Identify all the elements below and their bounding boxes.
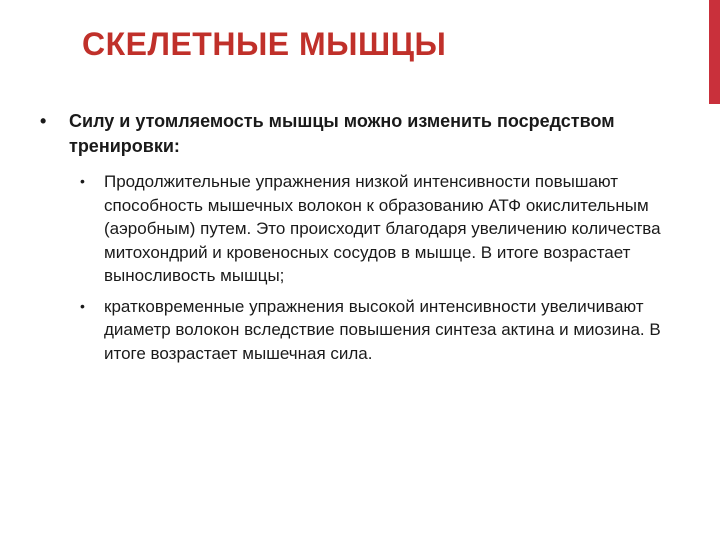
sub-bullet-text: кратковременные упражнения высокой интенсивности увеличивают диаметр волокон вследствие повышения синтеза актина и миозина. В итоге возрастает мышечная сила. <box>104 296 661 363</box>
bullet-marker: • <box>40 111 47 131</box>
bullet-marker: • <box>80 173 85 189</box>
sub-bullet-strength <box>80 295 680 366</box>
sub-bullet-text: Продолжительные упражнения низкой интенсивности повышают способность мышечных волокон к образованию АТФ окислительным (аэробным) путем. Это происходит благодаря увеличению количества митохондрий и кровеносных сосудов в мышце. В итоге возрастает выносливость мышцы; <box>104 172 661 285</box>
main-bullet <box>40 109 700 159</box>
main-bullet-text: Силу и утомляемость мышцы можно изменить посредством тренировки: <box>69 111 615 156</box>
accent-bar <box>709 0 720 104</box>
slide-title: СКЕЛЕТНЫЕ МЫШЦЫ <box>82 26 447 62</box>
sub-bullet-list <box>80 170 680 372</box>
sub-bullet-endurance <box>80 170 680 288</box>
bullet-marker: • <box>80 297 85 314</box>
